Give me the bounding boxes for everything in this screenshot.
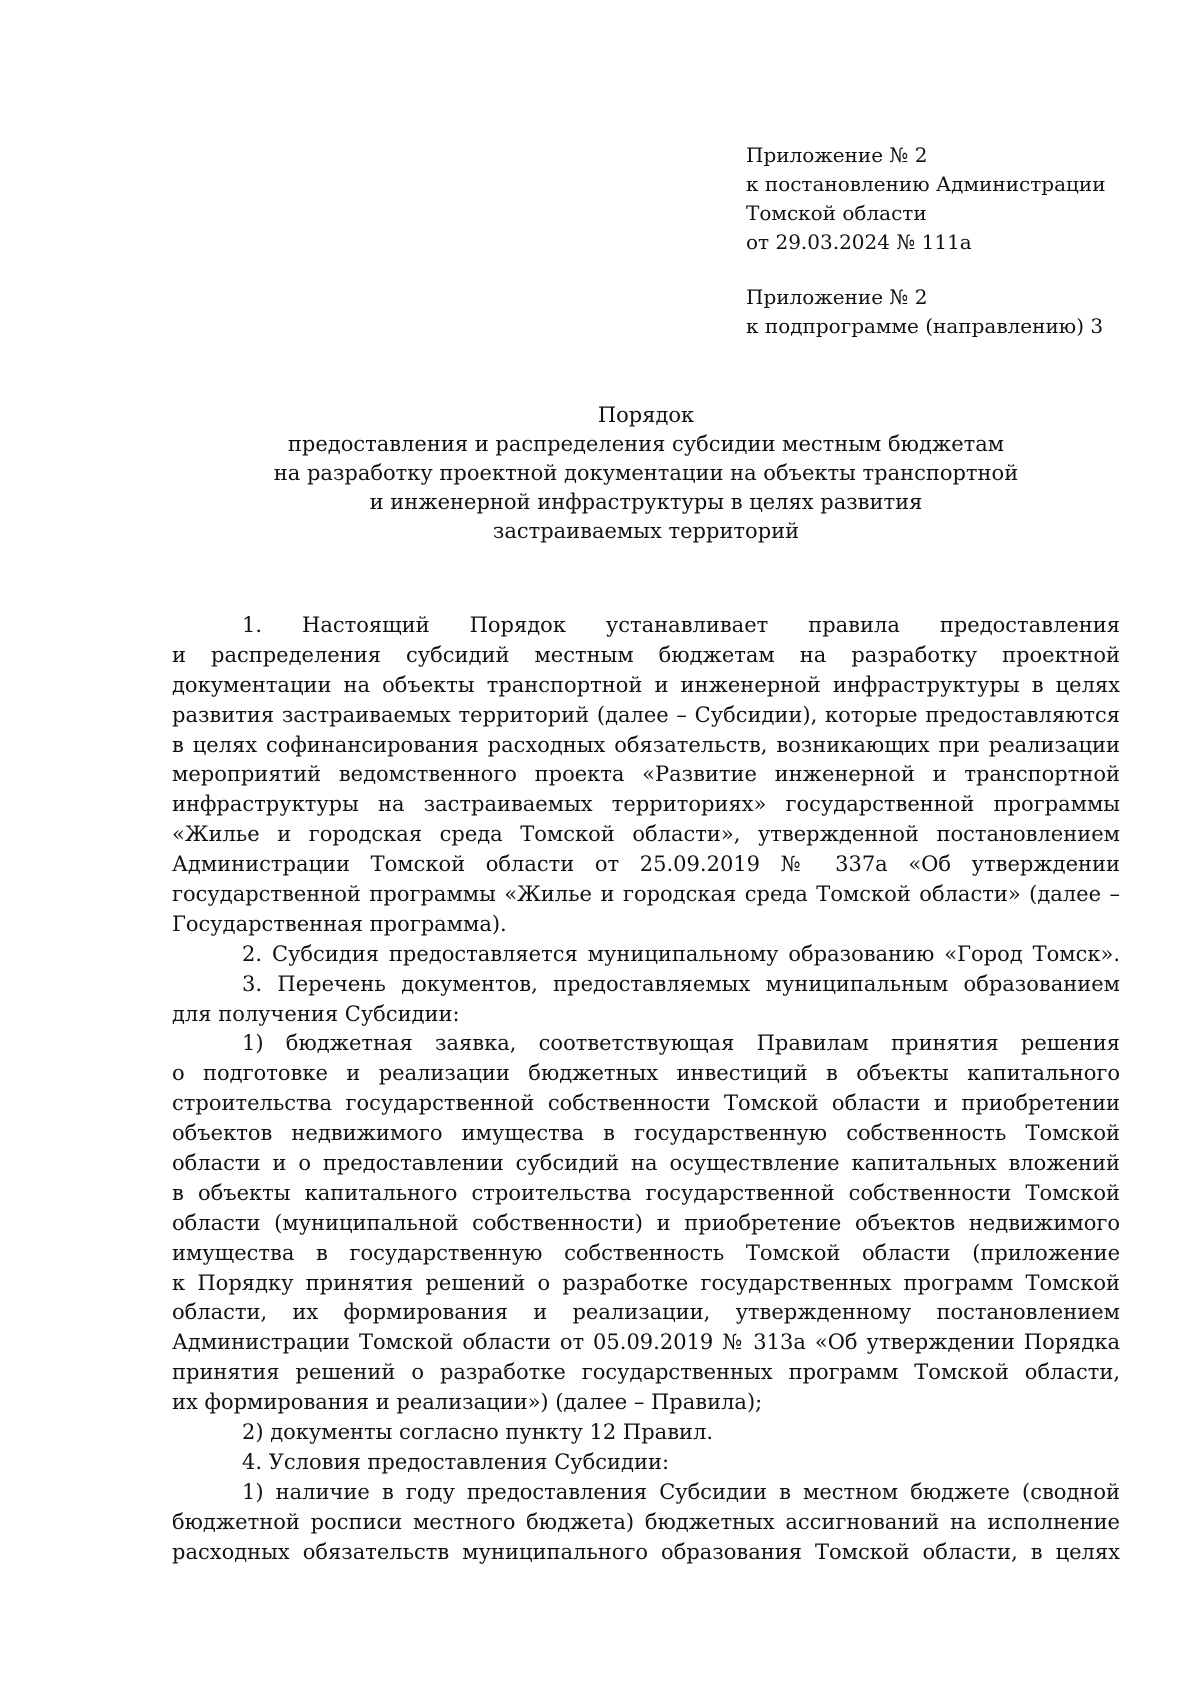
body-line: в объекты капитального строительства государственной собственности Томской [172, 1180, 1120, 1205]
title-line: Порядок [597, 403, 695, 427]
body-line: к Порядку принятия решений о разработке государственных программ Томской [172, 1270, 1120, 1295]
body-line: Администрации Томской области от 05.09.2019 № 313а «Об утверждении Порядка [172, 1330, 1120, 1355]
approval-line: Томской области [746, 201, 927, 225]
body-line: 4. Условия предоставления Субсидии: [242, 1449, 670, 1474]
body-line: 1) наличие в году предоставления Субсидии в местном бюджете (сводной [242, 1479, 1120, 1504]
body-line: 1) бюджетная заявка, соответствующая Правилам принятия решения [242, 1031, 1120, 1056]
document-title [172, 401, 1120, 546]
title-line: на разработку проектной документации на объекты транспортной [273, 461, 1019, 485]
approval-reference [746, 141, 1166, 257]
body-line: принятия решений о разработке государственных программ Томской области, [172, 1360, 1120, 1385]
document-body [172, 611, 1120, 1568]
body-line: бюджетной росписи местного бюджета) бюджетных ассигнований на исполнение [172, 1509, 1120, 1534]
body-line: 2. Субсидия предоставляется муниципальному образованию «Город Томск». [242, 941, 1120, 966]
body-line: инфраструктуры на застраиваемых территориях» государственной программы [172, 792, 1120, 817]
body-line: мероприятий ведомственного проекта «Развитие инженерной и транспортной [172, 762, 1120, 787]
attachment-reference [746, 283, 1166, 341]
body-line: и распределения субсидий местным бюджетам на разработку проектной [172, 642, 1120, 667]
attachment-line: к подпрограмме (направлению) 3 [746, 314, 1104, 338]
title-line: и инженерной инфраструктуры в целях развития [369, 490, 923, 514]
body-line: имущества в государственную собственность Томской области (приложение [172, 1240, 1120, 1265]
approval-line: Приложение № 2 [746, 143, 928, 167]
body-line: государственной программы «Жилье и городская среда Томской области» (далее – [172, 882, 1120, 907]
body-line: для получения Субсидии: [172, 1001, 460, 1026]
body-line: объектов недвижимого имущества в государственную собственность Томской [172, 1121, 1120, 1146]
body-line: расходных обязательств муниципального образования Томской области, в целях [172, 1539, 1120, 1564]
body-line: 1. Настоящий Порядок устанавливает правила предоставления [242, 613, 1120, 637]
attachment-line: Приложение № 2 [746, 285, 928, 309]
body-line: документации на объекты транспортной и инженерной инфраструктуры в целях [172, 672, 1120, 697]
body-line: 3. Перечень документов, предоставляемых муниципальным образованием [242, 971, 1120, 996]
body-line: области (муниципальной собственности) и приобретение объектов недвижимого [172, 1210, 1120, 1235]
body-line: области, их формирования и реализации, утвержденному постановлением [172, 1300, 1120, 1325]
body-line: в целях софинансирования расходных обязательств, возникающих при реализации [172, 732, 1120, 757]
body-line: их формирования и реализации») (далее – Правила); [172, 1390, 763, 1415]
body-line: о подготовке и реализации бюджетных инвестиций в объекты капитального [172, 1061, 1120, 1086]
approval-line: к постановлению Администрации [746, 172, 1106, 196]
body-line: развития застраиваемых территорий (далее – Субсидии), которые предоставляются [172, 702, 1120, 727]
approval-line: от 29.03.2024 № 111а [746, 230, 972, 254]
title-line: застраиваемых территорий [492, 519, 800, 543]
body-line: «Жилье и городская среда Томской области», утвержденной постановлением [172, 822, 1120, 847]
body-line: 2) документы согласно пункту 12 Правил. [242, 1420, 714, 1445]
body-line: области и о предоставлении субсидий на осуществление капитальных вложений [172, 1151, 1120, 1176]
title-line: предоставления и распределения субсидии местным бюджетам [287, 432, 1005, 456]
body-line: Администрации Томской области от 25.09.2019 № 337а «Об утверждении [172, 852, 1120, 877]
body-line: строительства государственной собственности Томской области и приобретении [172, 1091, 1120, 1116]
body-line: Государственная программа). [172, 911, 507, 936]
